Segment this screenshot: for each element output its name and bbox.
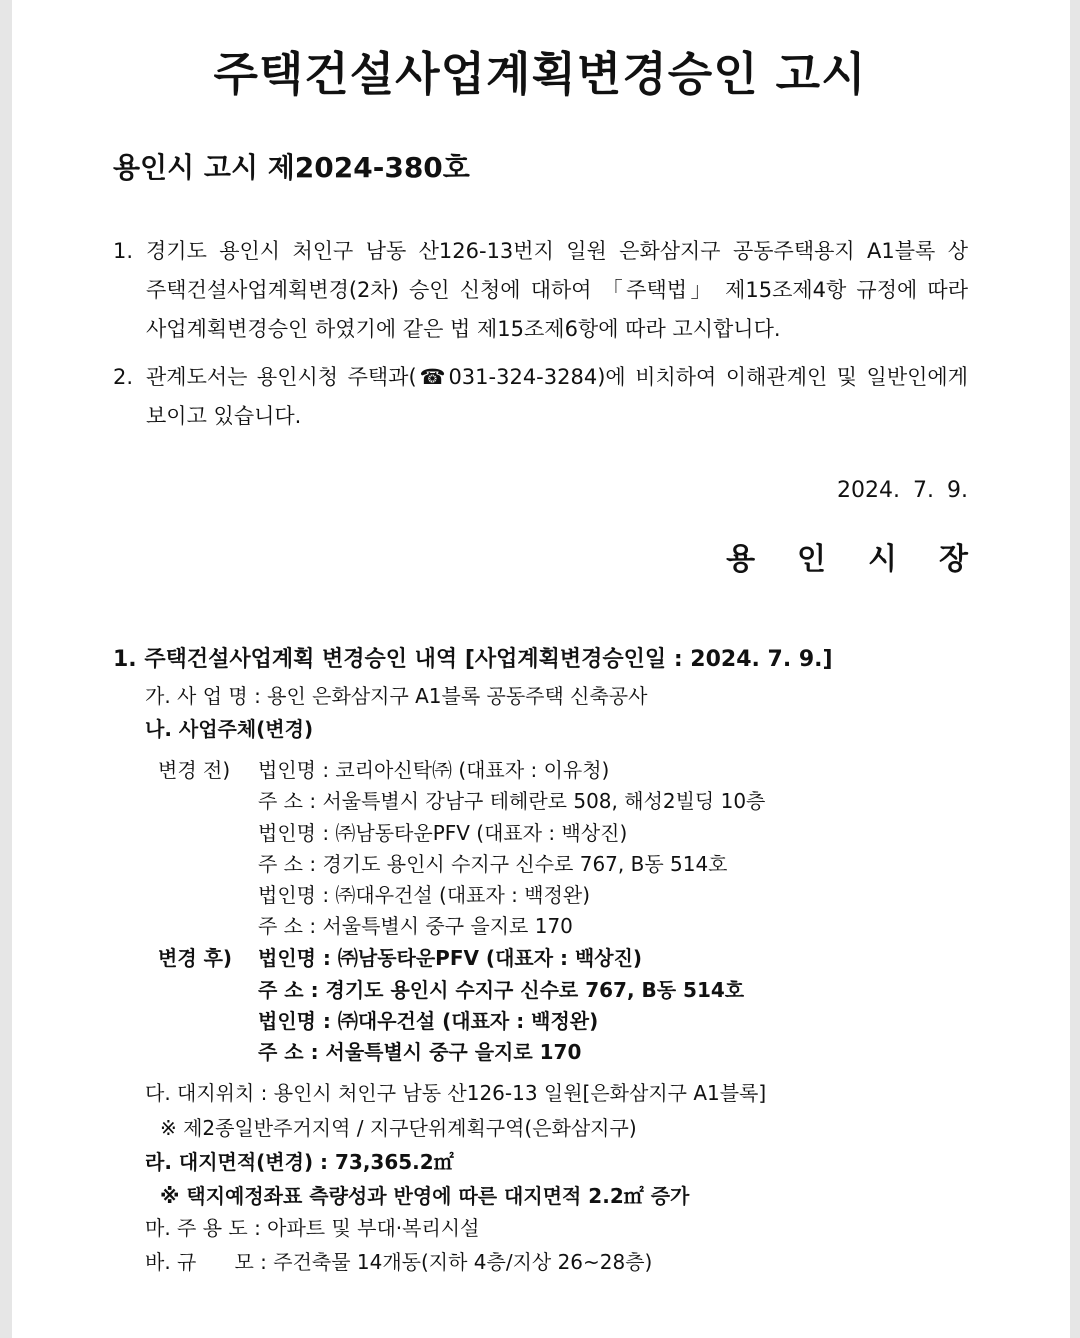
- before-entry: 법인명 : ㈜대우건설 (대표자 : 백정완): [258, 883, 591, 907]
- paragraph-1: [113, 232, 968, 349]
- item-ra: 라. 대지면적(변경) : 73,365.2㎡: [145, 1150, 454, 1174]
- item-da-note: ※ 제2종일반주거지역 / 지구단위계획구역(은화삼지구): [160, 1116, 637, 1140]
- item-da: 다. 대지위치 : 용인시 처인구 남동 산126-13 일원[은화삼지구 A1블록]: [145, 1081, 767, 1105]
- item-ga: 가. 사 업 명 : 용인 은화삼지구 A1블록 공동주택 신축공사: [145, 684, 648, 708]
- paragraph-1-number: 1.: [113, 239, 134, 263]
- page-title: 주택건설사업계획변경승인 고시: [213, 47, 867, 101]
- after-entry: 주 소 : 경기도 용인시 수지구 신수로 767, B동 514호: [258, 978, 745, 1002]
- paragraph-1-text: 경기도 용인시 처인구 남동 산126-13번지 일원 은화삼지구 공동주택용지 A1블록 상 주택건설사업계획변경(2차) 승인 신청에 대하여 「주택법」 제15조제4항 규정에 따라 사업계획변경승인 하였기에 같은 법 제15조제6항에 따라 고시합니다.: [146, 239, 968, 341]
- paragraph-2-text: 관계도서는 용인시청 주택과(☎031-324-3284)에 비치하여 이해관계인 및 일반인에게 보이고 있습니다.: [146, 365, 968, 428]
- paragraph-2: [113, 358, 968, 436]
- section-1-heading: 1. 주택건설사업계획 변경승인 내역 [사업계획변경승인일 : 2024. 7. 9.]: [113, 647, 833, 672]
- before-change-label: 변경 전): [158, 758, 231, 782]
- before-entry: 주 소 : 서울특별시 중구 을지로 170: [258, 914, 573, 938]
- paragraph-2-number: 2.: [113, 365, 134, 389]
- after-entry: 법인명 : ㈜대우건설 (대표자 : 백정완): [258, 1009, 599, 1033]
- item-na: 나. 사업주체(변경): [145, 717, 314, 741]
- issuer-name: 용인시장: [726, 542, 1010, 577]
- after-entry: 주 소 : 서울특별시 중구 을지로 170: [258, 1040, 582, 1064]
- item-ma: 마. 주 용 도 : 아파트 및 부대·복리시설: [145, 1216, 480, 1240]
- before-entry: 법인명 : 코리아신탁㈜ (대표자 : 이유청): [258, 758, 610, 782]
- after-change-label: 변경 후): [158, 946, 233, 970]
- after-entry: 법인명 : ㈜남동타운PFV (대표자 : 백상진): [258, 946, 643, 970]
- item-ra-note: ※ 택지예정좌표 측량성과 반영에 따른 대지면적 2.2㎡ 증가: [160, 1184, 690, 1208]
- notice-date: 2024. 7. 9.: [837, 478, 968, 503]
- before-entry: 법인명 : ㈜남동타운PFV (대표자 : 백상진): [258, 821, 628, 845]
- before-entry: 주 소 : 서울특별시 강남구 테헤란로 508, 해성2빌딩 10층: [258, 789, 766, 813]
- notice-number: 용인시 고시 제2024-380호: [113, 151, 470, 184]
- before-entry: 주 소 : 경기도 용인시 수지구 신수로 767, B동 514호: [258, 852, 728, 876]
- item-ba: 바. 규 모 : 주건축물 14개동(지하 4층/지상 26~28층): [145, 1250, 653, 1274]
